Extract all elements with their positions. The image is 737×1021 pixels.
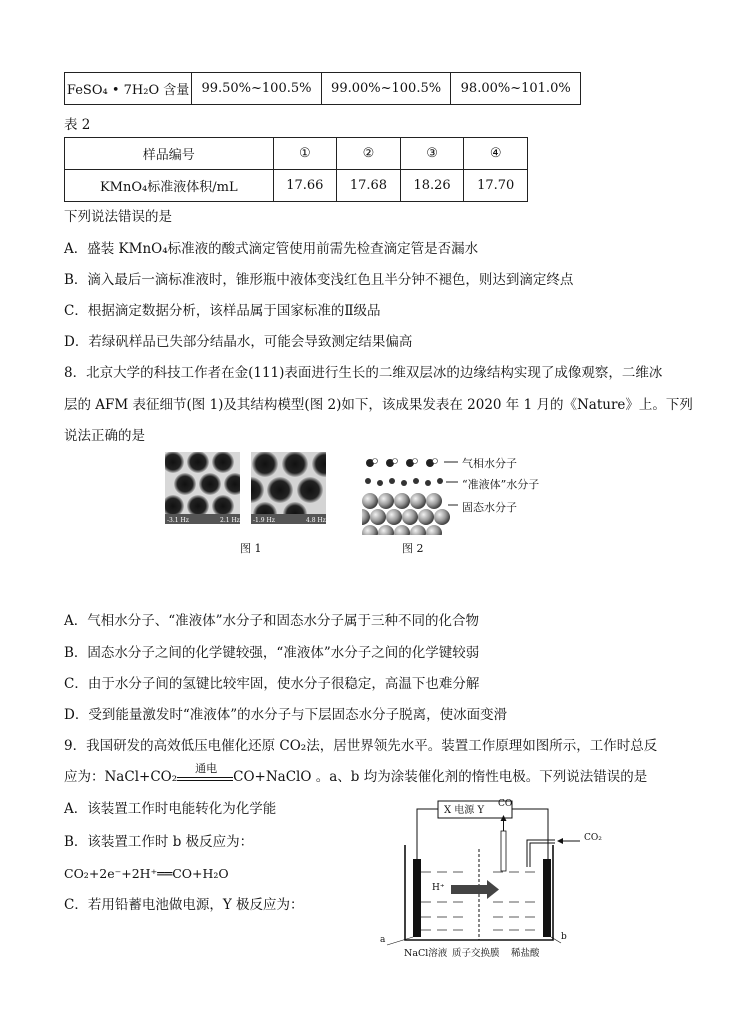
co-label: CO: [498, 799, 513, 809]
table1-cell: 98.00%~101.0%: [451, 73, 581, 105]
afm-scale-label: -1.9 Hz: [253, 517, 275, 524]
q9-option-b: B．该装置工作时 b 极反应为：: [64, 834, 254, 850]
q9-option-c: C．若用铅蓄电池做电源，Y 极反应为：: [64, 897, 304, 913]
ice-structure-model: [362, 453, 462, 535]
table1-cell: 99.00%~100.5%: [321, 73, 451, 105]
table2-header: ②: [337, 138, 401, 170]
q9-option-b-equation: CO₂+2e⁻+2H⁺══CO+H₂O: [64, 866, 229, 881]
q7-prompt: 下列说法错误的是: [64, 209, 172, 225]
afm-image-b: [251, 452, 326, 524]
table2-header: 样品编号: [65, 138, 274, 170]
afm-scale-label: -3.1 Hz: [167, 517, 189, 524]
h-ion-label: H⁺: [432, 883, 445, 893]
q9-stem-2: [64, 761, 648, 786]
electrode-b-label: b: [561, 932, 567, 942]
afm-scale-label: 4.8 Hz: [306, 517, 326, 524]
sample-table: [64, 137, 528, 202]
afm-scale-label: 2.1 Hz: [220, 517, 240, 524]
q8-stem-3: 说法正确的是: [64, 428, 145, 444]
table2-header: ①: [273, 138, 337, 170]
table2-cell: 17.70: [464, 170, 528, 202]
power-source-label: X 电源 Y: [444, 805, 485, 816]
table2-header: ④: [464, 138, 528, 170]
reaction-condition: 通电: [195, 761, 218, 775]
table2-cell: 17.68: [337, 170, 401, 202]
q8-stem-1: 8．北京大学的科技工作者在金(111)表面进行生长的二维双层冰的边缘结构实现了成像观察，二维冰: [64, 365, 663, 381]
q8-option-c: C．由于水分子间的氢键比较牢固，使水分子很稳定，高温下也难分解: [64, 676, 480, 692]
afm-image-a: [165, 452, 240, 524]
table2-cell: 17.66: [273, 170, 337, 202]
fig2-label-solid: 固态水分子: [462, 501, 517, 514]
fig1-caption: 图 1: [240, 542, 262, 555]
q8-stem-2: 层的 AFM 表征细节(图 1)及其结构模型(图 2)如下，该成果发表在 2020 年 1 月的《Nature》上。下列: [64, 397, 693, 413]
table2-cell: 18.26: [400, 170, 464, 202]
standard-table: [64, 72, 581, 105]
q9-stem-1: 9．我国研发的高效低压电催化还原 CO₂法，居世界领先水平。装置工作原理如图所示，工作时总反: [64, 738, 658, 754]
membrane-label: 质子交换膜: [452, 948, 500, 959]
table1-cell: 99.50%~100.5%: [192, 73, 322, 105]
q7-option-a: A．盛装 KMnO₄标准液的酸式滴定管使用前需先检查滴定管是否漏水: [64, 241, 479, 257]
q7-option-c: C．根据滴定数据分析，该样品属于国家标准的Ⅱ级品: [64, 303, 381, 319]
q9-option-a: A．该装置工作时电能转化为化学能: [64, 801, 277, 817]
nacl-solution-label: NaCl溶液: [404, 948, 448, 959]
q7-option-d: D．若绿矾样品已失部分结晶水，可能会导致测定结果偏高: [64, 334, 413, 350]
q9-stem-2-post: CO+NaClO 。a、b 均为涂装催化剂的惰性电极。下列说法错误的是: [233, 769, 648, 785]
q8-option-d: D．受到能量激发时“准液体”的水分子与下层固态水分子脱离，使冰面变滑: [64, 707, 508, 723]
afm-figure: [165, 452, 325, 542]
table2-label: 表 2: [64, 117, 91, 133]
electrolysis-apparatus: [375, 797, 605, 947]
table2-cell: KMnO₄标准液体积/mL: [65, 170, 274, 202]
table1-cell: FeSO₄ • 7H₂O 含量: [65, 73, 192, 105]
fig2-label-gas: 气相水分子: [462, 457, 517, 470]
table2-header: ③: [400, 138, 464, 170]
q8-option-a: A．气相水分子、“准液体”水分子和固态水分子属于三种不同的化合物: [64, 613, 480, 629]
co2-label: CO₂: [584, 833, 602, 843]
hcl-label: 稀盐酸: [511, 948, 540, 959]
reaction-arrow: [177, 761, 233, 785]
electrode-a-label: a: [380, 935, 386, 945]
q8-option-b: B．固态水分子之间的化学键较强，“准液体”水分子之间的化学键较弱: [64, 645, 480, 661]
q9-stem-2-pre: 应为：NaCl+CO₂: [64, 769, 178, 785]
q7-option-b: B．滴入最后一滴标准液时，锥形瓶中液体变浅红色且半分钟不褪色，则达到滴定终点: [64, 272, 574, 288]
fig2-label-quasi-liquid: “准液体”水分子: [462, 478, 540, 491]
fig2-caption: 图 2: [402, 542, 424, 555]
